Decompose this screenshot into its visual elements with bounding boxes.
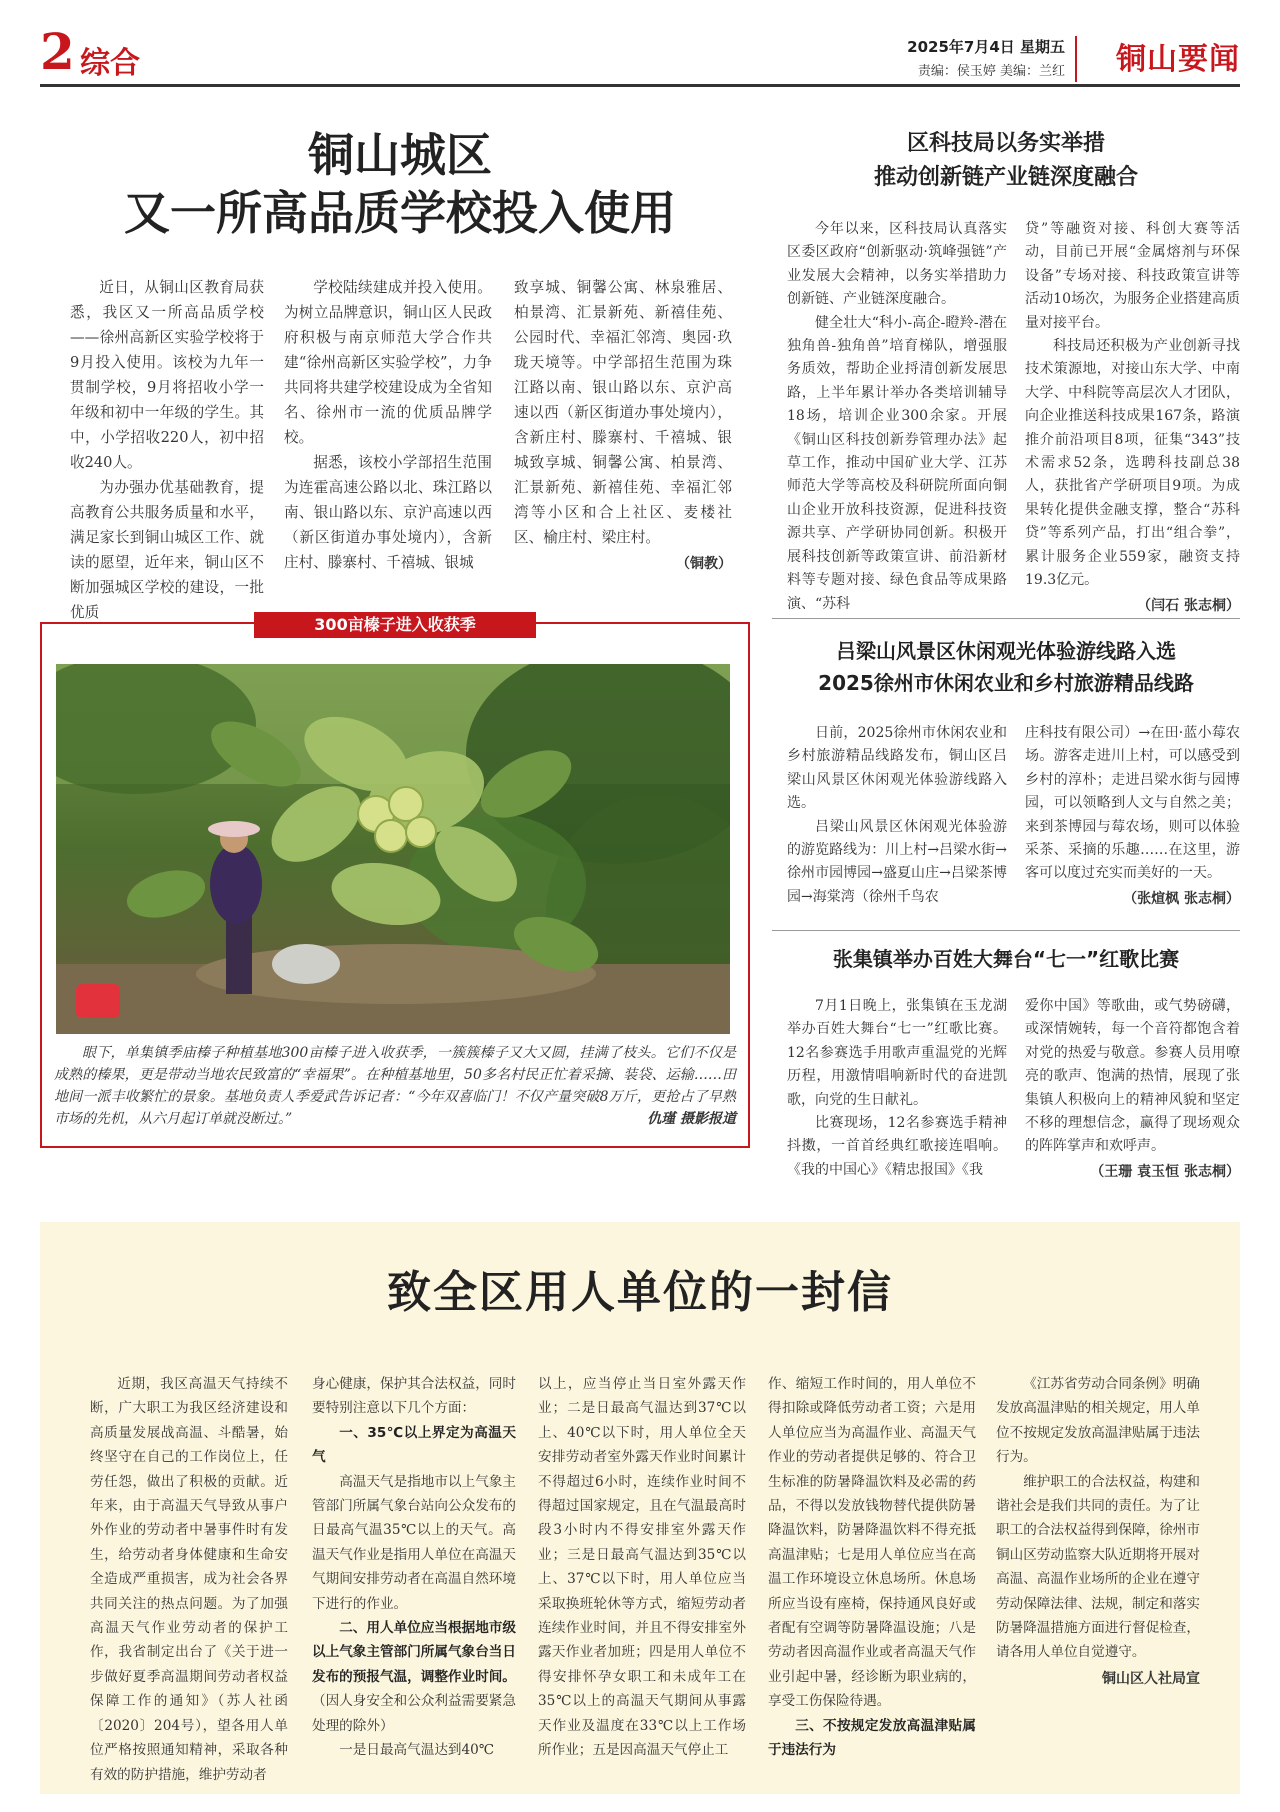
paragraph: 贷”等融资对接、科创大赛等活动，目前已开展“金属熔剂与环保设备”专场对接、科技政策宣讲等活动10场次，为服务企业搭建高质量对接平台。 (1025, 221, 1240, 331)
paragraph: 《江苏省劳动合同条例》明确发放高温津贴的相关规定，用人单位不按规定发放高温津贴属于违法行为。 (996, 1376, 1200, 1466)
issue-date: 2025年7月4日 星期五 (907, 38, 1065, 56)
divider (772, 930, 1240, 931)
paragraph: 身心健康，保护其合法权益，同时要特别注意以下几个方面： (312, 1376, 516, 1417)
paragraph: 一是日最高气温达到40℃ (339, 1742, 495, 1759)
paragraph: 7月1日晚上，张集镇在玉龙湖举办百姓大舞台“七一”红歌比赛。12名参赛选手用歌声重温党的光辉历程，用激情唱响新时代的奋进凯歌，向党的生日献礼。 (787, 998, 1007, 1108)
brand-title: 铜山要闻 (1116, 42, 1240, 77)
paragraph: 作、缩短工作时间的，用人单位不得扣除或降低劳动者工资；六是用人单位应当为高温作业、高温天气作业的劳动者提供足够的、符合卫生标准的防暑降温饮料及必需的药品，不得以发放钱物替代提供防暑降温饮料，防暑降温饮料不得充抵高温津贴；七是用人单位应当在高温工作环境设立休息场所。休息场所应当设有座椅，保持通风良好或者配有空调等防暑降温设施；八是劳动者因高温作业或者高温天气作业引起中暑，经诊断为职业病的，享受工伤保险待遇。 (768, 1376, 976, 1710)
lead-title-line2: 又一所高品质学校投入使用 (124, 186, 676, 240)
header-divider (1075, 36, 1077, 82)
paragraph: 爱你中国》等歌曲，或气势磅礴，或深情婉转，每一个音符都饱含着对党的热爱与敬意。参赛人员用嘹亮的歌声、饱满的热情，展现了张集镇人积极向上的精神风貌和坚定不移的理想信念，赢得了现场观众的阵阵掌声和欢呼声。 (1025, 998, 1240, 1155)
paragraph: 庄科技有限公司）→在田·蓝小莓农场。游客走进川上村，可以感受到乡村的淳朴；走进吕梁水街与园博园，可以领略到人文与自然之美；来到茶博园与莓农场，则可以体验采茶、采摘的乐趣……在这里，游客可以度过充实而美好的一天。 (1025, 725, 1240, 882)
lead-col-2 (284, 275, 492, 575)
photo-box-label: 300亩榛子进入收获季 (254, 612, 536, 638)
paragraph: 比赛现场，12名参赛选手精神抖擞，一首首经典红歌接连唱响。《我的中国心》《精忠报国》《我 (787, 1115, 1007, 1178)
page-number: 2 (40, 22, 75, 81)
photo-credit: 仇瑾 摄影报道 (647, 1111, 736, 1127)
paragraph: 维护职工的合法权益，构建和谐社会是我们共同的责任。为了让职工的合法权益得到保障，徐州市铜山区劳动监察大队近期将开展对高温、高温作业场所的企业在遵守劳动保障法律、法规，制定和落实防暑降温措施方面进行督促检查，请各用人单位自觉遵守。 (996, 1473, 1200, 1661)
tour-credit: （张煊枫 张志桐） (1123, 890, 1240, 907)
caption-text: 眼下，单集镇季庙榛子种植基地300亩榛子进入收获季，一簇簇榛子又大又圆，挂满了枝头。它们不仅是成熟的榛果，更是带动当地农民致富的“幸福果”。在种植基地里，50多名村民正忙着采摘、装袋、运输……田地间一派丰收繁忙的景象。基地负责人季爱武告诉记者：“今年双喜临门！不仅产量突破8万斤，更抢占了早熟市场的先机，从六月起订单就没断过。” (54, 1045, 736, 1127)
tech-col-1 (787, 218, 1007, 616)
page-header (40, 20, 1240, 92)
paragraph: 学校陆续建成并投入使用。为树立品牌意识，铜山区人民政府积极与南京师范大学合作共建“徐州高新区实验学校”，力争共同将共建学校建设成为全省知名、徐州市一流的优质品牌学校。 (284, 279, 492, 446)
tour-title-line1: 吕梁山风景区休闲观光体验游线路入选 (836, 639, 1176, 663)
tech-col-2 (1025, 218, 1240, 618)
lead-col-1 (70, 275, 264, 625)
divider (772, 618, 1240, 619)
song-col-1 (787, 995, 1007, 1182)
lead-title-line1: 铜山城区 (308, 128, 492, 182)
paragraph: 今年以来，区科技局认真落实区委区政府“创新驱动·筑峰强链”产业发展大会精神，以务实举措助力创新链、产业链深度融合。 (787, 221, 1007, 308)
paragraph: 健全壮大“科小-高企-瞪羚-潜在独角兽-独角兽”培育梯队，增强服务质效，帮助企业捋清创新发展思路，上半年累计举办各类培训辅导18场，培训企业300余家。开展《铜山区科技创新券管理办法》起草工作，推动中国矿业大学、江苏师范大学等高校及科研院所面向铜山企业开放科技资源，促进科技资源共享、产学研协同创新。积极开展科技创新等政策宣讲、前沿新材料等专题对接、绿色食品等成果路演、“苏科 (787, 314, 1007, 612)
tech-title-line1: 区科技局以务实举措 (906, 131, 1105, 156)
paragraph: 吕梁山风景区休闲观光体验游的游览路线为：川上村→吕梁水街→徐州市园博园→盛夏山庄→吕梁茶博园→海棠湾（徐州千鸟农 (787, 818, 1007, 905)
letter-signature: 铜山区人社局宣 (1102, 1670, 1200, 1687)
section-title: 综合 (80, 46, 140, 81)
lead-col-3 (514, 275, 732, 577)
hazelnut-photo (56, 664, 730, 1034)
paragraph: 以上，应当停止当日室外露天作业；二是日最高气温达到37℃以上、40℃以下时，用人单位全天安排劳动者室外露天作业时间累计不得超过6小时，连续作业时间不得超过国家规定，且在气温最高时段3小时内不得安排室外露天作业；三是日最高气温达到35℃以上、37℃以下时，用人单位应当采取换班轮休等方式，缩短劳动者连续作业时间，并且不得安排室外露天作业者加班；四是用人单位不得安排怀孕女职工和未成年工在35℃以上的高温天气期间从事露天作业及温度在33℃以上工作场所作业；五是因高温天气停止工 (538, 1376, 746, 1759)
paragraph: 致享城、铜馨公寓、林泉雅居、柏景湾、汇景新苑、新禧佳苑、公园时代、幸福汇邻湾、奥园·玖珑天境等。中学部招生范围为珠江路以南、银山路以东、京沪高速以西（新区街道办事处境内），含新庄村、滕寨村、千禧城、银城致享城、铜馨公寓、柏景湾、汇景新苑、新禧佳苑、幸福汇邻湾等小区和合上社区、麦楼社区、榆庄村、梁庄村。 (514, 279, 732, 546)
photo-box (40, 615, 750, 1148)
tour-col-2 (1025, 722, 1240, 911)
paragraph: 科技局还积极为产业创新寻找技术策源地，对接山东大学、中南大学、中科院等高层次人才团队，向企业推送科技成果167条，路演推介前沿项目8项，征集“343”技术需求52条，选聘科技副总38人，获批省产学研项目9项。为成果转化提供金融支撑，整合“苏科贷”等系列产品，打出“组合拳”，累计服务企业559家，融资支持19.3亿元。 (1025, 338, 1240, 589)
paragraph: 据悉，该校小学部招生范围为连霍高速公路以北、珠江路以南、银山路以东、京沪高速以西（新区街道办事处境内），含新庄村、滕寨村、千禧城、银城 (284, 454, 492, 571)
letter-col-4 (768, 1372, 976, 1763)
header-rule (40, 84, 1240, 87)
tech-title-line2: 推动创新链产业链深度融合 (873, 165, 1138, 190)
tour-title-line2: 2025徐州市休闲农业和乡村旅游精品线路 (818, 671, 1194, 695)
paragraph: 高温天气是指地市以上气象主管部门所属气象台站向公众发布的日最高气温35℃以上的天气。高温天气作业是指用人单位在高温天气期间安排劳动者在高温自然环境下进行的作业。 (312, 1473, 516, 1612)
paragraph: （因人身安全和公众利益需要紧急处理的除外） (312, 1693, 516, 1734)
song-title: 张集镇举办百姓大舞台“七一”红歌比赛 (832, 947, 1180, 971)
letter-title: 致全区用人单位的一封信 (387, 1267, 893, 1318)
letter-col-3 (538, 1372, 746, 1763)
photo-caption (54, 1042, 736, 1130)
letter-heading-1: 一、35℃以上界定为高温天气 (312, 1424, 516, 1466)
tour-col-1 (787, 722, 1007, 909)
paragraph: 近期，我区高温天气持续不断，广大职工为我区经济建设和高质量发展战高温、斗酷暑，始终坚守在自己的工作岗位上，任劳任怨，做出了积极的贡献。近年来，由于高温天气导致从事户外作业的劳动者中暑事件时有发生，给劳动者身体健康和生命安全造成严重损害，成为社会各界共同关注的热点问题。为了加强高温天气作业劳动者的保护工作，我省制定出台了《关于进一步做好夏季高温期间劳动者权益保障工作的通知》（苏人社函〔2020〕204号），望各用人单位严格按照通知精神，采取各种有效的防护措施，维护劳动者 (90, 1376, 288, 1783)
paragraph: 近日，从铜山区教育局获悉，我区又一所高品质学校——徐州高新区实验学校将于9月投入使用。该校为九年一贯制学校，9月将招收小学一年级和初中一年级的学生。其中，小学招收220人，初中招收240人。 (70, 279, 264, 471)
lead-credit: （铜教） (676, 556, 732, 572)
paragraph: 日前，2025徐州市休闲农业和乡村旅游精品线路发布，铜山区吕梁山风景区休闲观光体验游线路入选。 (787, 725, 1007, 812)
letter-col-1 (90, 1372, 288, 1787)
tech-credit: （闫石 张志桐） (1137, 597, 1240, 614)
letter-heading-2: 二、用人单位应当根据地市级以上气象主管部门所属气象台当日发布的预报气温，调整作业时间。 (312, 1620, 516, 1685)
letter-heading-3: 三、不按规定发放高温津贴属于违法行为 (768, 1717, 976, 1759)
paragraph: 为办强办优基础教育，提高教育公共服务质量和水平，满足家长到铜山城区工作、就读的愿望，近年来，铜山区不断加强城区学校的建设，一批优质 (70, 479, 264, 621)
song-credit: （王珊 袁玉恒 张志桐） (1090, 1163, 1240, 1180)
editors: 责编：侯玉婷 美编：兰红 (917, 64, 1065, 79)
letter-col-5 (996, 1372, 1200, 1691)
letter-col-2 (312, 1372, 516, 1763)
song-col-2 (1025, 995, 1240, 1184)
